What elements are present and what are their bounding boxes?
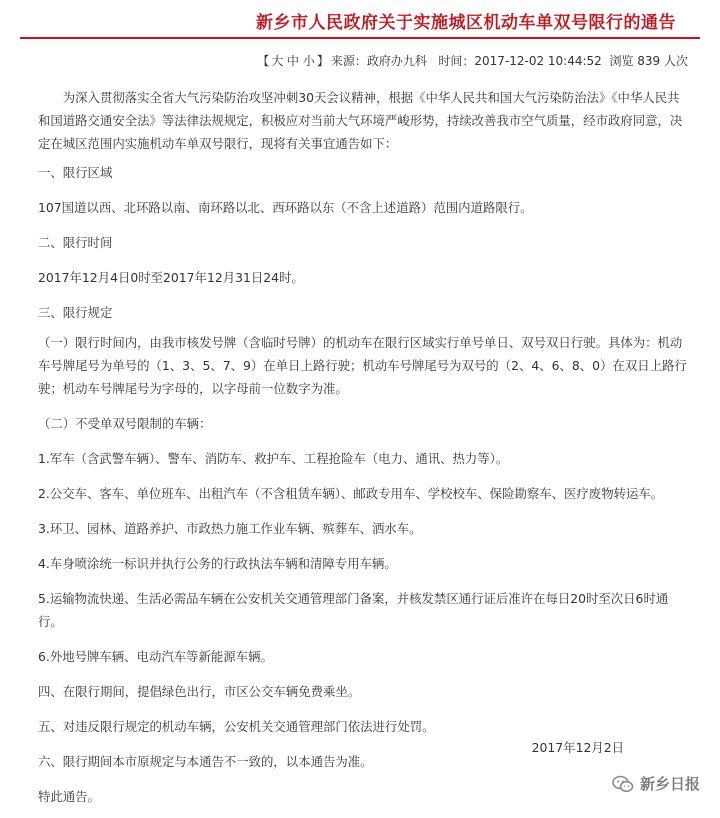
exempt-item-3: 3.环卫、园林、道路养护、市政热力施工作业车辆、殡葬车、洒水车。 [38, 521, 422, 536]
exempt-item-5: 5.运输物流快递、生活必需品车辆在公安机关交通管理部门备案，并核发禁区通行证后准许在每日20时至次日6时通行。 [38, 591, 669, 629]
exempt-item-6: 6.外地号牌车辆、电动汽车等新能源车辆。 [38, 649, 273, 664]
exempt-item-1: 1.军车（含武警车辆）、警车、消防车、救护车、工程抢险车（电力、通讯、热力等）。 [38, 451, 509, 466]
exempt-item-2: 2.公交车、客车、单位班车、出租汽车（不含租赁车辆）、邮政专用车、学校校车、保险勘察车、医疗废物转运车。 [38, 486, 664, 501]
section-3-rule-1: （一）限行时间内，由我市核发号牌（含临时号牌）的机动车在限行区域实行单号单日、双号双日行驶。具体为：机动车号牌尾号为单号的（1、3、5、7、9）在单日上路行驶；机动车号牌尾号为双号的（2、4、6、8、0）在双日上路行驶；机动车号牌尾号为字母的，以字母前一位数字为准。 [38, 335, 687, 396]
view-count: 浏览 839 人次 [609, 54, 688, 68]
section-1-heading: 一、限行区域 [38, 165, 113, 180]
exempt-item-4: 4.车身喷涂统一标识并执行公务的行政执法车辆和清障专用车辆。 [38, 556, 397, 571]
section-4: 四、在限行期间，提倡绿色出行，市区公交车辆免费乘坐。 [38, 684, 361, 699]
section-3-heading: 三、限行规定 [38, 305, 113, 320]
font-size-switcher[interactable]: 大 中 小 [271, 54, 315, 68]
section-2-text: 2017年12月4日0时至2017年12月31日24时。 [38, 270, 304, 285]
section-1-text: 107国道以西、北环路以南、南环路以北、西环路以东（不含上述道路）范围内道路限行。 [38, 200, 533, 215]
page-title: 新乡市人民政府关于实施城区机动车单双号限行的通告 [256, 13, 676, 33]
section-6: 六、限行期间本市原规定与本通告不一致的，以本通告为准。 [38, 754, 373, 769]
source-label: 来源：政府办九科 [330, 54, 427, 68]
section-5: 五、对违反限行规定的机动车辆，公安机关交通管理部门依法进行处罚。 [38, 719, 435, 734]
wechat-icon [612, 775, 634, 793]
source-watermark [612, 773, 700, 794]
section-3-rule-2: （二）不受单双号限制的车辆： [38, 416, 212, 431]
article-meta: 【 大 中 小 】 来源：政府办九科 时间：2017-12-02 10:44:52 浏览 839 人次 [257, 54, 688, 68]
intro-paragraph: 为深入贯彻落实全省大气污染防治攻坚冲刺30天会议精神，根据《中华人民共和国大气污染防治法》《中华人民共和国道路交通安全法》等法律法规规定，积极应对当前大气环境严峻形势，持续改善我市空气质量，经市政府同意，决定在城区范围内实施机动车单双号限行，现将有关事宜通告如下： [38, 90, 683, 151]
section-2-heading: 二、限行时间 [38, 235, 113, 250]
notice-body [38, 86, 690, 808]
watermark-text: 新乡日报 [639, 775, 700, 793]
publish-time: 时间：2017-12-02 10:44:52 [438, 54, 602, 68]
title-divider [20, 37, 700, 39]
notice-date: 2017年12月2日 [531, 740, 624, 755]
closing-line: 特此通告。 [38, 789, 100, 804]
